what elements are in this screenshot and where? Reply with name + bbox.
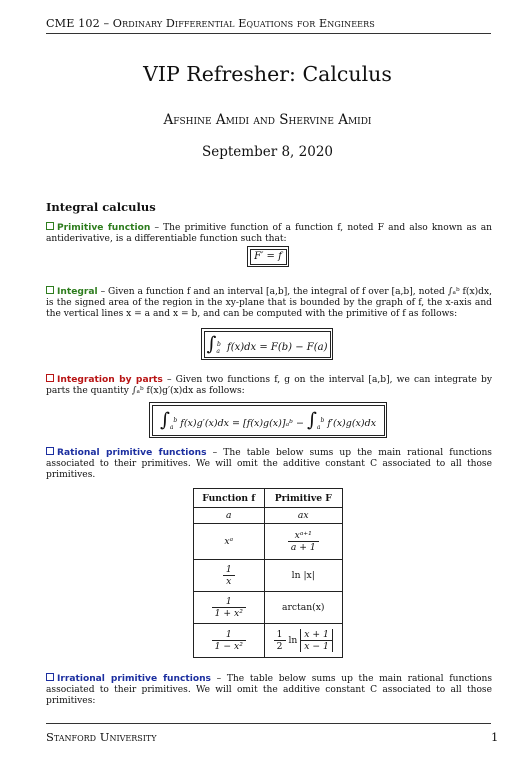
irrational-text: – The table below sums up the main rational functions associated to their primitives. We will omit the additive constant C associated to all those primitives: — [46, 674, 492, 706]
checkbox-icon — [46, 374, 54, 382]
table-row — [194, 624, 343, 658]
table-row — [194, 560, 343, 592]
integral-formula: $\int_a^b$ f(x)dx = F(b) − F(a) — [201, 328, 333, 360]
checkbox-icon — [46, 286, 54, 294]
checkbox-icon — [46, 222, 54, 230]
page-number: 1 — [491, 730, 499, 744]
irrational-paragraph — [46, 673, 492, 706]
integral-paragraph — [46, 286, 492, 319]
integral-sign-icon: ∫ — [206, 333, 217, 355]
irrational-term: Irrational primitive functions — [46, 674, 211, 684]
rational-term: Rational primitive functions — [46, 448, 207, 458]
table-cell: arctan(x) — [264, 592, 343, 624]
table-cell: xᵃ — [194, 524, 265, 560]
table-cell: $\frac{1}{\text{1 + x²}}$ — [194, 592, 265, 624]
primitive-text: – The primitive function of a function f, noted F and also known as an antiderivative, is a differentiable function such that: — [46, 223, 492, 244]
rational-text: – The table below sums up the main rational functions associated to their primitives. We will omit the additive constant C associated to all those primitives. — [46, 448, 492, 480]
integral-term: Integral — [46, 287, 98, 297]
table-cell: ax — [264, 508, 343, 524]
footer-rule — [46, 723, 491, 724]
table-cell: $\frac{\text{xᵃ⁺¹}}{a + 1}$ — [264, 524, 343, 560]
parts-term: Integration by parts — [46, 375, 163, 385]
running-header: CME 102 – Ordinary Differential Equations for Engineers — [46, 17, 375, 30]
rational-paragraph — [46, 447, 492, 480]
table-header-function: Function f — [194, 489, 265, 508]
parts-formula: $\int_a^b$ f(x)g′(x)dx = [f(x)g(x)]ₐᵇ − $\int_a^b$ f′(x)g(x)dx — [149, 402, 387, 438]
table-cell: $\frac{1}{2}$ ln $\frac{x + 1}{x - 1}$ — [264, 624, 343, 658]
table-cell: $\frac{1}{x}$ — [194, 560, 265, 592]
checkbox-icon — [46, 447, 54, 455]
primitive-formula: F′ = f — [247, 246, 289, 267]
section-heading: Integral calculus — [46, 200, 156, 214]
integral-sign-icon: ∫ — [306, 409, 317, 431]
parts-paragraph — [46, 374, 492, 397]
date: September 8, 2020 — [202, 144, 333, 160]
table-cell: ln |x| — [264, 560, 343, 592]
table-cell: $\frac{1}{\text{1 − x²}}$ — [194, 624, 265, 658]
header-rule — [46, 33, 491, 34]
primitive-term: Primitive function — [46, 223, 150, 233]
table-cell: a — [194, 508, 265, 524]
primitive-paragraph — [46, 222, 492, 245]
table-row — [194, 524, 343, 560]
authors: Afshine Amidi and Shervine Amidi — [163, 112, 372, 128]
integral-text: – Given a function f and an interval [a,b], the integral of f over [a,b], noted ∫ₐᵇ f(x)dx, is the signed area of the region in the xy-plane that is bounded by the graph of f, the x-axis and the vertical lines x = a and x = b, and can be computed with the primitive of f as follows: — [46, 287, 492, 319]
table-header-primitive: Primitive F — [264, 489, 343, 508]
table-header-row — [194, 489, 343, 508]
integral-sign-icon: ∫ — [159, 409, 170, 431]
checkbox-icon — [46, 673, 54, 681]
rational-primitives-table — [193, 488, 343, 658]
footer-university: Stanford University — [46, 730, 157, 744]
table-row — [194, 592, 343, 624]
page-title: VIP Refresher: Calculus — [143, 62, 392, 86]
parts-text: – Given two functions f, g on the interval [a,b], we can integrate by parts the quantity ∫ₐᵇ f(x)g′(x)dx as follows: — [46, 375, 492, 396]
table-row — [194, 508, 343, 524]
